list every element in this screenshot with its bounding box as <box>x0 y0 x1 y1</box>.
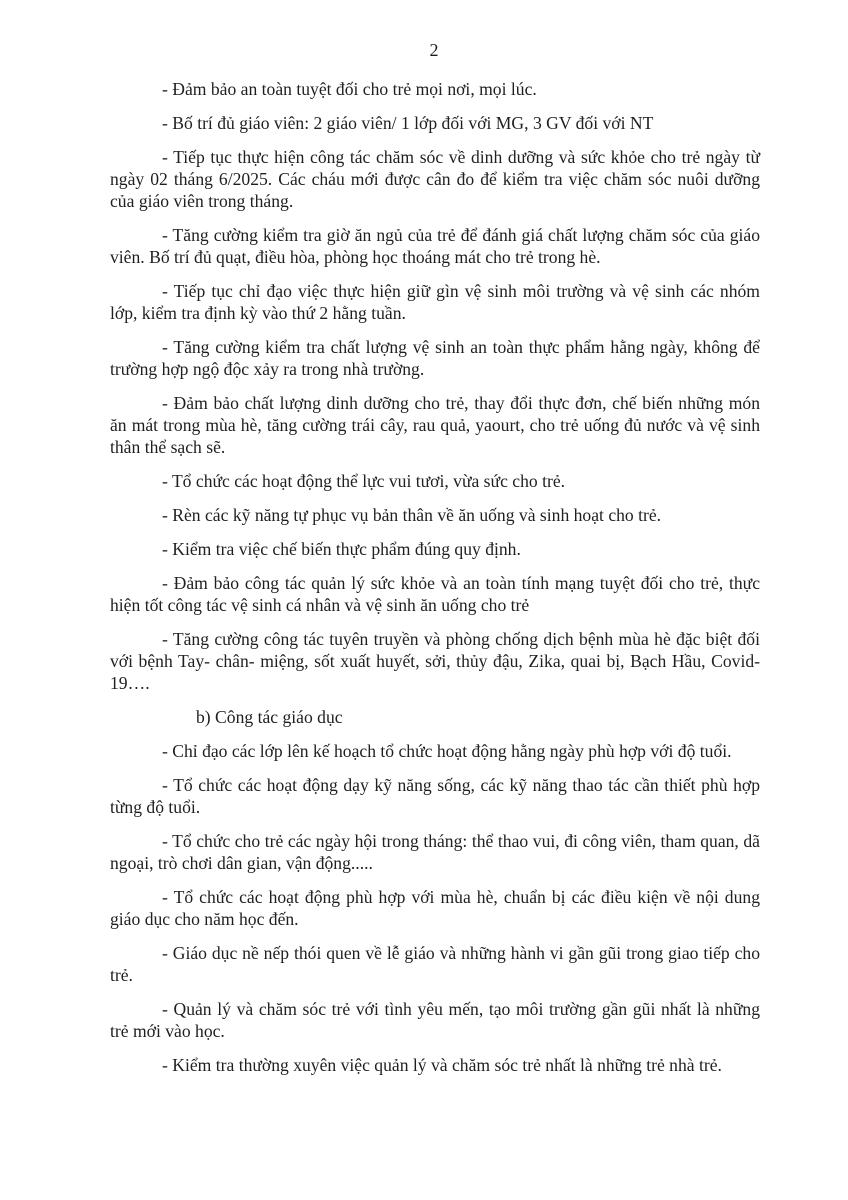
paragraph: - Tổ chức cho trẻ các ngày hội trong tháng: thể thao vui, đi công viên, tham quan, dã ngoại, trò chơi dân gian, vận động..... <box>110 831 760 873</box>
paragraph: - Quản lý và chăm sóc trẻ với tình yêu mến, tạo môi trường gần gũi nhất là những trẻ mới vào học. <box>110 999 760 1041</box>
paragraph: - Tiếp tục chỉ đạo việc thực hiện giữ gìn vệ sinh môi trường và vệ sinh các nhóm lớp, kiểm tra định kỳ vào thứ 2 hằng tuần. <box>110 281 760 323</box>
paragraph: - Đảm bảo an toàn tuyệt đối cho trẻ mọi nơi, mọi lúc. <box>162 79 537 99</box>
paragraph: - Kiểm tra thường xuyên việc quản lý và chăm sóc trẻ nhất là những trẻ nhà trẻ. <box>162 1055 722 1075</box>
paragraph: - Kiểm tra việc chế biến thực phẩm đúng quy định. <box>162 539 521 559</box>
paragraph: - Tiếp tục thực hiện công tác chăm sóc về dinh dưỡng và sức khỏe cho trẻ ngày từ ngày 02 tháng 6/2025. Các cháu mới được cân đo để kiểm tra việc chăm sóc nuôi dưỡng của giáo viên trong tháng. <box>110 147 760 211</box>
section-heading: b) Công tác giáo dục <box>196 707 343 727</box>
page-number: 2 <box>429 40 439 60</box>
paragraph: - Chỉ đạo các lớp lên kế hoạch tổ chức hoạt động hằng ngày phù hợp với độ tuổi. <box>162 741 732 761</box>
document-body <box>110 78 760 1088</box>
paragraph: - Tăng cường công tác tuyên truyền và phòng chống dịch bệnh mùa hè đặc biệt đối với bệnh Tay- chân- miệng, sốt xuất huyết, sởi, thủy đậu, Zika, quai bị, Bạch Hầu, Covid-19…. <box>110 629 760 693</box>
paragraph: - Đảm bảo chất lượng dinh dưỡng cho trẻ, thay đổi thực đơn, chế biến những món ăn mát trong mùa hè, tăng cường trái cây, rau quả, yaourt, cho trẻ uống đủ nước và vệ sinh thân thể sạch sẽ. <box>110 393 760 457</box>
paragraph: - Giáo dục nề nếp thói quen về lễ giáo và những hành vi gần gũi trong giao tiếp cho trẻ. <box>110 943 760 985</box>
paragraph: - Tăng cường kiểm tra chất lượng vệ sinh an toàn thực phẩm hằng ngày, không để trường hợp ngộ độc xảy ra trong nhà trường. <box>110 337 760 379</box>
paragraph: - Bố trí đủ giáo viên: 2 giáo viên/ 1 lớp đối với MG, 3 GV đối với NT <box>162 113 654 133</box>
paragraph: - Tổ chức các hoạt động thể lực vui tươi, vừa sức cho trẻ. <box>162 471 566 491</box>
paragraph: - Tăng cường kiểm tra giờ ăn ngủ của trẻ để đánh giá chất lượng chăm sóc của giáo viên. Bố trí đủ quạt, điều hòa, phòng học thoáng mát cho trẻ trong hè. <box>110 225 760 267</box>
paragraph: - Tổ chức các hoạt động phù hợp với mùa hè, chuẩn bị các điều kiện về nội dung giáo dục cho năm học đến. <box>110 887 760 929</box>
paragraph: - Đảm bảo công tác quản lý sức khỏe và an toàn tính mạng tuyệt đối cho trẻ, thực hiện tốt công tác vệ sinh cá nhân và vệ sinh ăn uống cho trẻ <box>110 573 760 615</box>
paragraph: - Tổ chức các hoạt động dạy kỹ năng sống, các kỹ năng thao tác cần thiết phù hợp từng độ tuổi. <box>110 775 760 817</box>
paragraph: - Rèn các kỹ năng tự phục vụ bản thân về ăn uống và sinh hoạt cho trẻ. <box>162 505 662 525</box>
